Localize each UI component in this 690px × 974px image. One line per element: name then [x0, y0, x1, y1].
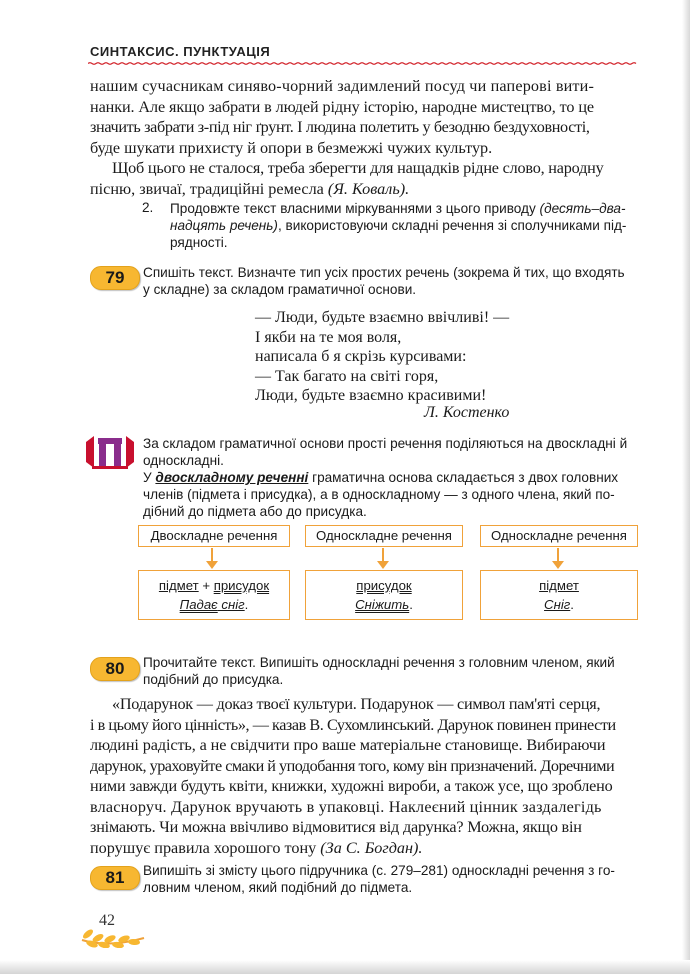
predicate-example: Падає — [179, 597, 218, 612]
grammar-base — [306, 578, 462, 593]
plus-sign: + — [198, 578, 214, 593]
text-fragment: (десять–два- — [539, 201, 626, 216]
text-line — [170, 200, 626, 217]
text-line: нашим сучасникам синяво-чорний задимлений посуд чи паперові вити- — [90, 77, 594, 95]
text-line: і в цьому його цінність», — казав В. Сухомлинський. Дарунок повинен принести — [90, 715, 616, 734]
text-line — [90, 838, 638, 859]
text-line: Щоб цього не сталося, треба зберегти для нащадків рідне слово, народну — [112, 159, 604, 177]
subject-term: підмет — [539, 578, 579, 593]
text-line: знімають. Чи можна ввічливо відмовитися від дарунка? Можна, якщо він — [90, 818, 582, 836]
punctuation: . — [570, 597, 574, 612]
text-line: За складом граматичної основи прості речення поділяються на двоскладні й — [143, 436, 628, 451]
predicate-term: присудок — [213, 578, 270, 593]
text-line: ловним членом, який подібний до підмета. — [143, 880, 413, 895]
text-line: рядності. — [170, 235, 228, 250]
exercise-81-task — [143, 862, 615, 896]
example-sentence — [139, 597, 289, 612]
text-line: Прочитайте текст. Випишіть односкладні речення з головним членом, який — [143, 655, 615, 670]
diagram-box-two-part — [138, 570, 290, 620]
punctuation: . — [244, 597, 249, 612]
rule-text — [143, 435, 627, 520]
intro-paragraph — [90, 76, 638, 158]
diagram-arrow — [551, 548, 565, 570]
punctuation: . — [409, 597, 413, 612]
text-fragment: пісню, звичаї, традиційні ремесла — [90, 179, 328, 198]
exercise-80-task — [143, 654, 615, 688]
text-line: буде шукати прихисту й опори в безмежжі чужих культур. — [90, 138, 493, 157]
poem-line: — Люди, будьте взаємно ввічливі! — — [255, 309, 510, 326]
exercise-80-text — [90, 694, 638, 858]
term-highlight: двоскладному реченні — [155, 470, 309, 485]
diagram-label-two-part: Двоскладне речення — [138, 525, 290, 547]
grammar-base — [481, 578, 637, 593]
page-header: СИНТАКСИС. ПУНКТУАЦІЯ — [90, 44, 271, 59]
diagram-label-one-part-subject: Односкладне речення — [480, 525, 638, 547]
text-line: подібний до присудка. — [143, 672, 284, 687]
text-line: ними завжди будуть квіти, книжки, художні вироби, а також усе, що зроблено — [90, 777, 613, 795]
text-fragment: У — [143, 470, 156, 485]
text-line: у складне) за складом граматичної основи. — [143, 282, 417, 297]
text-line — [90, 179, 638, 200]
text-line — [170, 217, 626, 234]
exercise-79-badge: 79 — [90, 266, 140, 290]
example-sentence — [481, 597, 637, 612]
text-fragment: надцять речень) — [170, 218, 278, 233]
header-wavy-line — [88, 62, 638, 65]
quote-author: (Я. Коваль). — [327, 179, 410, 198]
text-line: «Подарунок — доказ твоєї культури. Подарунок — символ пам'яті серця, — [112, 695, 601, 713]
task-number: 2. — [142, 200, 154, 215]
text-line — [143, 469, 627, 486]
closing-paragraph — [90, 158, 638, 199]
exercise-80-badge: 80 — [90, 657, 140, 681]
text-line: значить забрати з-під ніг ґрунт. І людина полетить у безодню бездуховності, — [90, 118, 590, 136]
poem-author: Л. Костенко — [424, 404, 510, 421]
diagram-label-one-part-predicate: Односкладне речення — [305, 525, 463, 547]
subject-example: сніг — [217, 597, 245, 612]
page-number: 42 — [99, 912, 115, 929]
text-fragment: , використовуючи складні речення зі сполучниками під- — [277, 218, 627, 233]
page-edge-shadow — [0, 960, 690, 974]
text-line: нанки. Але якщо забрати в людей рідну історію, народне мистецтво, то це — [90, 97, 594, 116]
poem-line: Люди, будьте взаємно красивими! — [255, 387, 487, 405]
diagram-arrow — [205, 548, 219, 570]
poem-line: І якби на те моя воля, — [255, 328, 402, 346]
text-line: власноруч. Дарунок вручають в упаковці. Наклеєний цінник заздалегідь — [90, 797, 602, 816]
subject-term: підмет — [158, 578, 199, 593]
text-line: Спишіть текст. Визначте тип усіх простих речень (зокрема й тих, що входять — [143, 265, 625, 280]
diagram-arrow — [376, 548, 390, 570]
text-line: людині радість, а не свідчити про ваше матеріальне становище. Вибираючи — [90, 736, 606, 754]
diagram-box-one-part-predicate — [305, 570, 463, 620]
subject-example: Сніг — [544, 597, 571, 612]
text-line: дібний до підмета або до присудка. — [143, 504, 367, 519]
task-2-text — [170, 200, 626, 251]
example-sentence — [306, 597, 462, 612]
predicate-example: Сніжить — [355, 597, 410, 612]
grammar-base — [139, 578, 289, 593]
text-line: дарунок, ураховуйте смаки й уподобання того, кому він призначений. Доречними — [90, 756, 615, 775]
rule-letter-p-icon — [84, 432, 136, 472]
text-fragment: порушує правила хорошого тону — [90, 838, 321, 857]
text-line: членів (підмета і присудка), а в односкладному — з одного члена, який по- — [143, 487, 615, 502]
predicate-term: присудок — [356, 578, 412, 593]
text-line: односкладні. — [143, 453, 224, 468]
poem-line: — Так багато на світі горя, — [255, 367, 439, 385]
text-fragment: Продовжте текст власними міркуваннями з цього приводу — [170, 201, 540, 216]
exercise-81-badge: 81 — [90, 866, 140, 890]
poem-line: написала б я скрізь курсивами: — [255, 348, 467, 366]
diagram-box-one-part-subject — [480, 570, 638, 620]
page-edge-shadow — [682, 0, 690, 974]
text-source: (За С. Богдан). — [320, 838, 423, 857]
exercise-79-task — [143, 264, 625, 298]
text-fragment: граматична основа складається з двох головних — [308, 470, 619, 485]
poem — [255, 308, 509, 406]
text-line: Випишіть зі змісту цього підручника (с. 279–281) односкладні речення з го- — [143, 863, 615, 878]
